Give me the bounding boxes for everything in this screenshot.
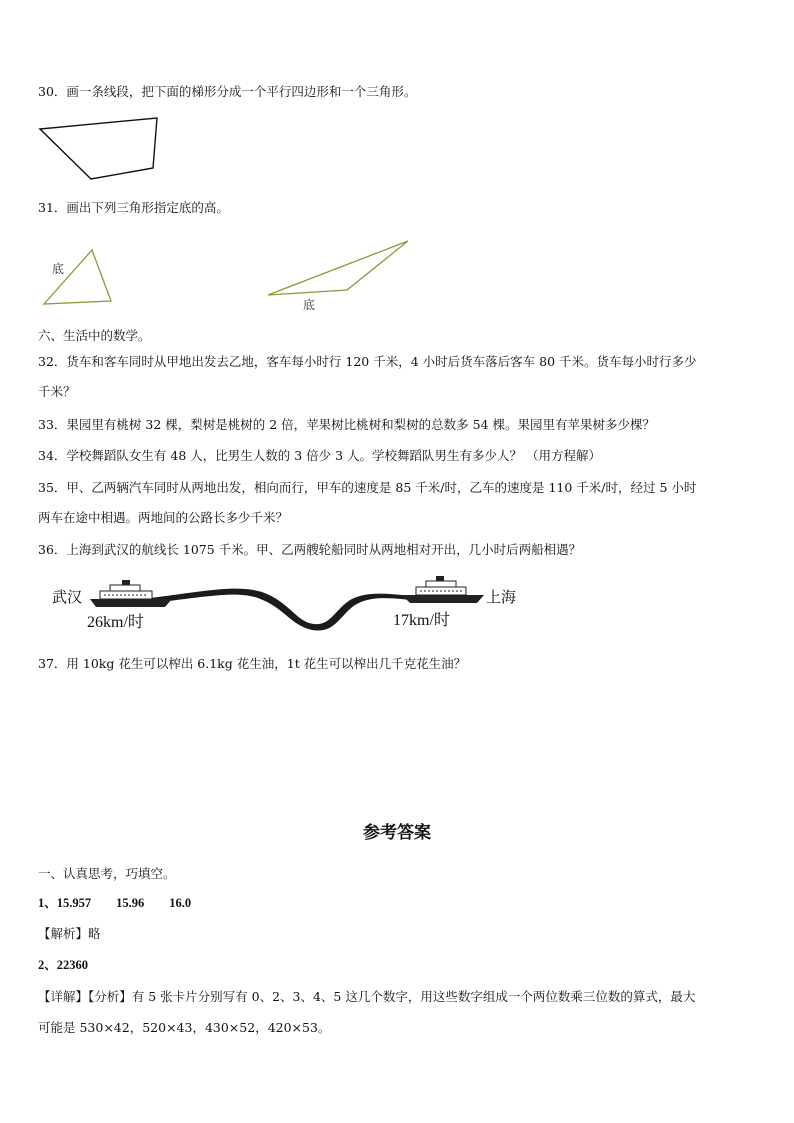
- question-34: 34．学校舞蹈队女生有 48 人，比男生人数的 3 倍少 3 人。学校舞蹈队男生有多少人？ （用方程解）: [38, 448, 602, 463]
- answer-2-detail-line2: 可能是 530×42，520×43，430×52，420×53。: [38, 1020, 331, 1035]
- answers-section-1: 一、认真思考，巧填空。: [38, 866, 176, 881]
- triangle-a-base-label: 底: [52, 262, 65, 276]
- question-33: 33．果园里有桃树 32 棵，梨树是桃树的 2 倍，苹果树比桃树和梨树的总数多 54 棵。果园里有苹果树多少棵？: [38, 417, 656, 432]
- answer-1: 1、15.957 15.96 16.0: [38, 896, 192, 910]
- triangle-b-base-label: 底: [303, 298, 316, 312]
- triangle-a-figure: [44, 250, 111, 304]
- answer-2-detail-line1: 【详解】【分析】有 5 张卡片分别写有 0、2、3、4、5 这几个数字，用这些数字组成一个两位数乘三位数的算式，最大: [38, 989, 696, 1004]
- answers-title: 参考答案: [363, 823, 431, 843]
- answer-1-analysis: 【解析】略: [38, 926, 101, 941]
- ship-left-icon: [90, 580, 172, 607]
- speed-left-label: 26km/时: [87, 614, 144, 631]
- question-32-line1: 32．货车和客车同时从甲地出发去乙地，客车每小时行 120 千米，4 小时后货车落后客车 80 千米。货车每小时行多少: [38, 354, 697, 369]
- question-35-line1: 35．甲、乙两辆汽车同时从两地出发，相向而行，甲车的速度是 85 千米/时，乙车的速度是 110 千米/时，经过 5 小时: [38, 480, 697, 495]
- section-6-heading: 六、生活中的数学。: [38, 328, 151, 343]
- answer-2: 2、22360: [38, 958, 89, 972]
- question-30: 30．画一条线段，把下面的梯形分成一个平行四边形和一个三角形。: [38, 84, 417, 99]
- question-36: 36．上海到武汉的航线长 1075 千米。甲、乙两艘轮船同时从两地相对开出，几小时后两船相遇？: [38, 542, 582, 557]
- city-wuhan-label: 武汉: [52, 588, 83, 606]
- river-route: [150, 589, 420, 631]
- question-31: 31．画出下列三角形指定底的高。: [38, 200, 229, 215]
- trapezoid-figure: [40, 118, 157, 179]
- city-shanghai-label: 上海: [486, 588, 517, 606]
- question-37: 37．用 10kg 花生可以榨出 6.1kg 花生油，1t 花生可以榨出几千克花生油？: [38, 656, 467, 671]
- question-32-line2: 千米？: [38, 384, 76, 399]
- question-35-line2: 两车在途中相遇。两地间的公路长多少千米？: [38, 510, 289, 525]
- speed-right-label: 17km/时: [393, 612, 450, 629]
- triangle-b-figure: [268, 241, 408, 295]
- ship-right-icon: [402, 576, 484, 603]
